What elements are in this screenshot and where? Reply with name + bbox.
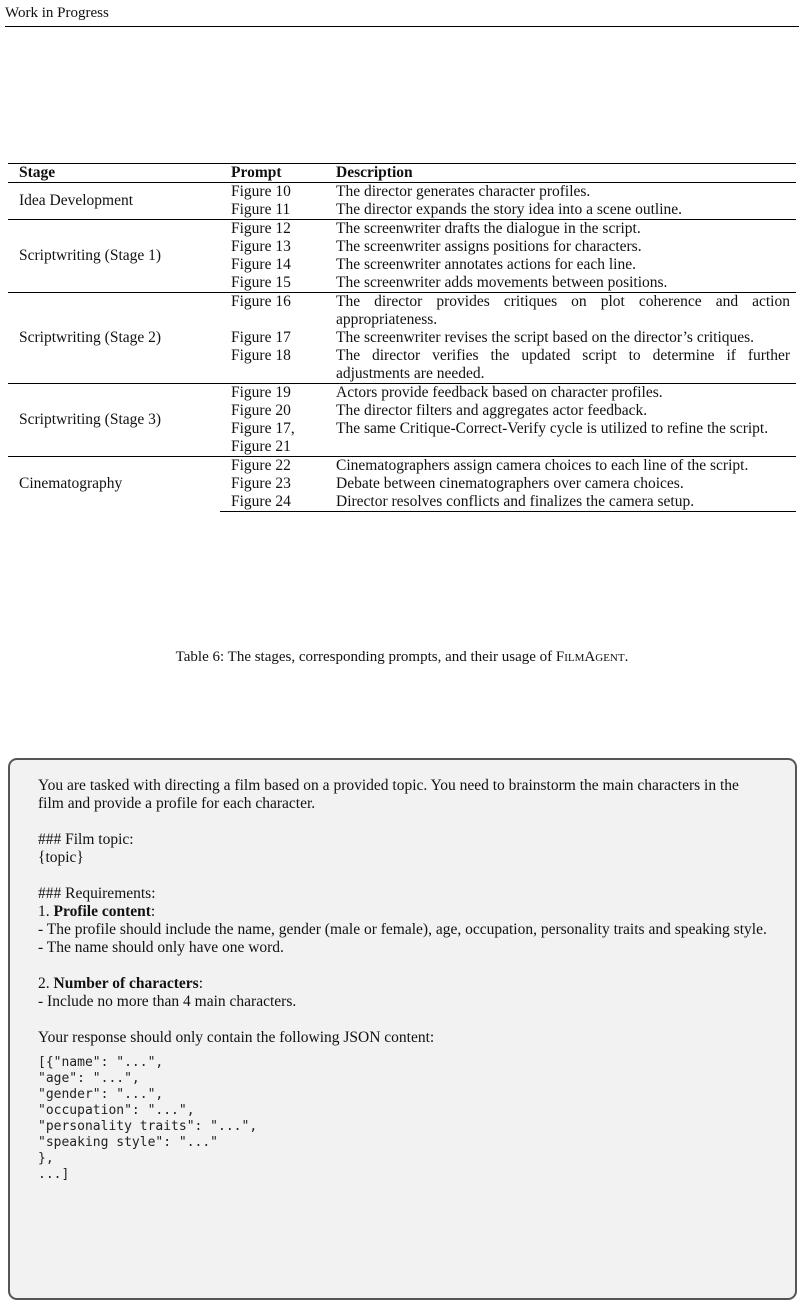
description-cell: The screenwriter drafts the dialogue in the script.: [325, 220, 796, 239]
prompt-cell: Figure 15: [231, 274, 291, 291]
stages-table: [8, 163, 796, 512]
col-header-stage: Stage: [8, 164, 220, 183]
description-cell: The director filters and aggregates actor feedback.: [336, 402, 648, 419]
requirement-2-number: 2.: [38, 975, 54, 992]
stage-cell: Scriptwriting (Stage 2): [8, 293, 220, 384]
requirement-1-line-1: - The profile should include the name, gender (male or female), age, occupation, personality traits and speaking style.: [38, 921, 767, 938]
requirements-heading: ### Requirements:: [38, 885, 156, 902]
stage-cell: Scriptwriting (Stage 1): [8, 220, 220, 293]
requirement-1-colon: :: [150, 903, 156, 920]
prompt-cell: Figure 13: [231, 238, 291, 255]
running-title: Work in Progress: [5, 5, 109, 21]
json-template-code: [{"name": "...", "age": "...", "gender": "...", "occupation": "...", "personality traits": "...", "speaking style": "..." }, ...]: [38, 1055, 258, 1182]
requirement-2-line-1: - Include no more than 4 main characters.: [38, 993, 297, 1010]
topic-heading: ### Film topic:: [38, 831, 134, 848]
table-header-row: [8, 164, 796, 183]
description-cell: Director resolves conflicts and finalizes the camera setup.: [325, 493, 796, 512]
description-cell: The screenwriter revises the script based on the director’s critiques.: [336, 329, 755, 346]
table-row: [8, 384, 796, 403]
table-row: [8, 293, 796, 330]
requirement-2-heading: [38, 975, 767, 993]
description-cell: The director provides critiques on plot coherence and action appropriateness.: [325, 293, 796, 330]
topic-placeholder: {topic}: [38, 849, 84, 866]
description-cell: The screenwriter adds movements between positions.: [336, 274, 668, 291]
prompt-cell: Figure 16: [220, 293, 325, 330]
requirement-2-title: Number of characters: [53, 975, 199, 992]
caption-prefix: Table 6: The stages, corresponding prompts, and their usage of: [175, 649, 556, 665]
response-instruction: Your response should only contain the following JSON content:: [38, 1029, 435, 1046]
description-cell: The same Critique-Correct-Verify cycle is utilized to refine the script.: [336, 420, 769, 437]
prompt-cell: Figure 18: [231, 347, 291, 364]
prompt-cell: Figure 11: [231, 201, 291, 218]
requirement-1-line-2: - The name should only have one word.: [38, 939, 284, 956]
caption-suffix: .: [624, 649, 629, 665]
table-row: [8, 220, 796, 239]
prompt-cell: Figure 17, Figure 21: [231, 420, 295, 455]
prompt-cell: Figure 17: [231, 329, 291, 346]
description-cell: The screenwriter annotates actions for each line.: [336, 256, 636, 273]
prompt-cell: Figure 24: [220, 493, 325, 512]
table-caption: [0, 648, 804, 666]
table-row: [8, 183, 796, 202]
description-cell: Debate between cinematographers over camera choices.: [336, 475, 684, 492]
prompt-intro: You are tasked with directing a film based on a provided topic. You need to brainstorm the main characters in the film and provide a profile for each character.: [38, 777, 739, 812]
col-header-description: Description: [325, 164, 796, 183]
requirement-2-colon: :: [198, 975, 204, 992]
caption-system-name: FilmAgent: [555, 649, 625, 665]
prompt-cell: Figure 10: [220, 183, 325, 202]
prompt-cell: Figure 14: [231, 256, 291, 273]
col-header-prompt: Prompt: [220, 164, 325, 183]
description-cell: The director verifies the updated script to determine if further adjustments are needed.: [336, 347, 790, 382]
stage-cell: Scriptwriting (Stage 3): [8, 384, 220, 457]
prompt-cell: Figure 22: [220, 457, 325, 476]
table-row: [8, 457, 796, 476]
prompt-cell: Figure 20: [231, 402, 291, 419]
requirement-1-heading: [38, 903, 767, 921]
description-cell: Cinematographers assign camera choices to each line of the script.: [325, 457, 796, 476]
prompt-cell: Figure 23: [231, 475, 291, 492]
requirement-1-number: 1.: [38, 903, 54, 920]
description-cell: The director generates character profiles.: [325, 183, 796, 202]
description-cell: The director expands the story idea into a scene outline.: [336, 201, 683, 218]
stage-cell: Idea Development: [8, 183, 220, 220]
prompt-cell: Figure 19: [220, 384, 325, 403]
description-cell: Actors provide feedback based on character profiles.: [325, 384, 796, 403]
prompt-box: [8, 758, 797, 1300]
requirement-1-title: Profile content: [53, 903, 151, 920]
prompt-cell: Figure 12: [220, 220, 325, 239]
description-cell: The screenwriter assigns positions for characters.: [336, 238, 642, 255]
stage-cell: Cinematography: [8, 457, 220, 512]
running-header: [5, 4, 799, 27]
